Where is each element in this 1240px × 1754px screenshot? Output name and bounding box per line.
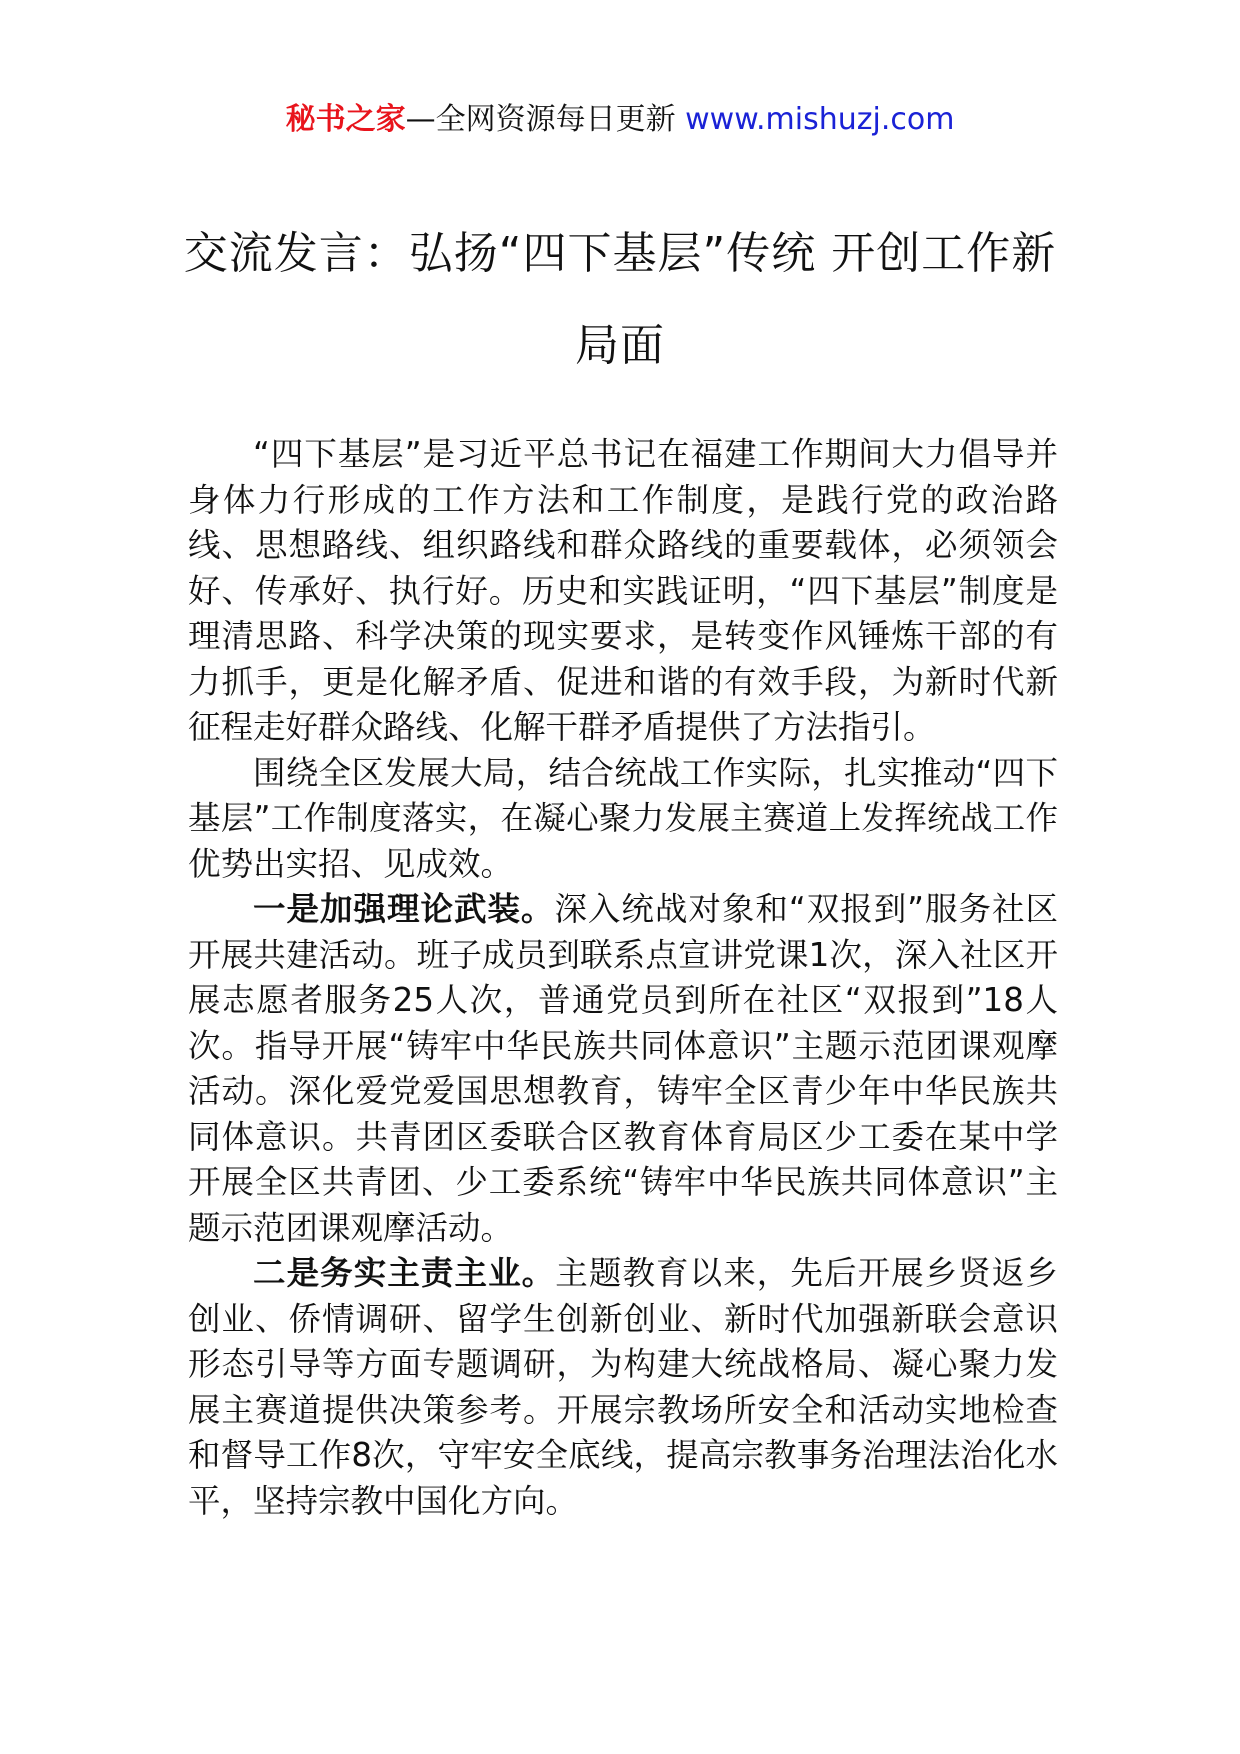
paragraph-point-one	[188, 887, 1058, 1251]
paragraph-text: “四下基层”是习近平总书记在福建工作期间大力倡导并身体力行形成的工作方法和工作制度，是践行党的政治路线、思想路线、组织路线和群众路线的重要载体，必须领会好、传承好、执行好。历史和实践证明，“四下基层”制度是理清思路、科学决策的现实要求，是转变作风锤炼干部的有力抓手，更是化解矛盾、促进和谐的有效手段，为新时代新征程走好群众路线、化解干群矛盾提供了方法指引。	[188, 435, 1058, 746]
site-header	[0, 98, 1240, 142]
paragraph-point-two	[188, 1251, 1058, 1524]
paragraph-intro	[188, 432, 1058, 751]
site-slogan: —全网资源每日更新	[405, 102, 686, 137]
paragraph-text: 主题教育以来，先后开展乡贤返乡创业、侨情调研、留学生创新创业、新时代加强新联会意识形态引导等方面专题调研，为构建大统战格局、凝心聚力发展主赛道提供决策参考。开展宗教场所安全和活动实地检查和督导工作8次，守牢安全底线，提高宗教事务治理法治化水平，坚持宗教中国化方向。	[188, 1254, 1058, 1520]
paragraph-lead: 一是加强理论武装。	[253, 890, 555, 928]
document-title: 交流发言：弘扬“四下基层”传统 开创工作新局面	[183, 228, 1057, 371]
site-url-link[interactable]: www.mishuzj.com	[685, 102, 955, 137]
document-body	[188, 432, 1058, 1524]
paragraph-text: 围绕全区发展大局，结合统战工作实际，扎实推动“四下基层”工作制度落实，在凝心聚力发展主赛道上发挥统战工作优势出实招、见成效。	[188, 753, 1058, 883]
paragraph-text: 深入统战对象和“双报到”服务社区开展共建活动。班子成员到联系点宣讲党课1次，深入社区开展志愿者服务25人次，普通党员到所在社区“双报到”18人次。指导开展“铸牢中华民族共同体意识”主题示范团课观摩活动。深化爱党爱国思想教育，铸牢全区青少年中华民族共同体意识。共青团区委联合区教育体育局区少工委在某中学开展全区共青团、少工委系统“铸牢中华民族共同体意识”主题示范团课观摩活动。	[188, 890, 1058, 1247]
paragraph-lead: 二是务实主责主业。	[253, 1254, 556, 1292]
site-name: 秘书之家	[285, 102, 406, 137]
paragraph-overview	[188, 751, 1058, 888]
